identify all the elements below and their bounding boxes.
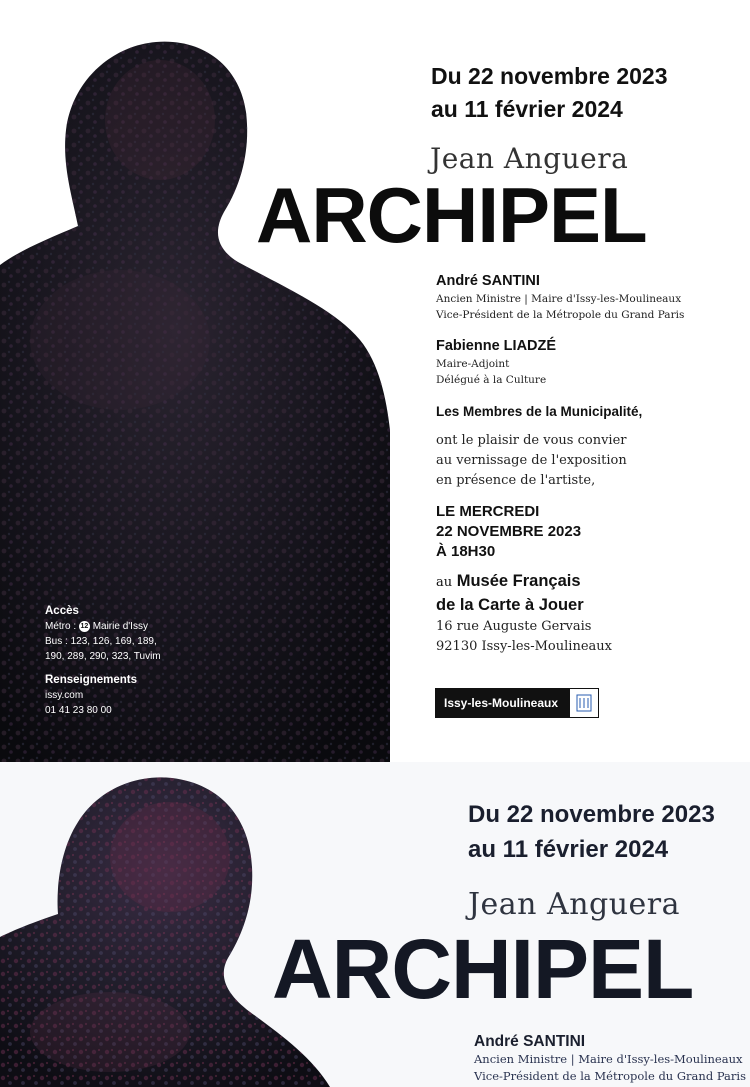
access-info bbox=[45, 603, 161, 664]
invitation-text bbox=[436, 431, 627, 491]
host-role: Vice-Président de la Métropole du Grand Paris bbox=[474, 1069, 746, 1083]
municipality-members: Les Membres de la Municipalité, bbox=[436, 404, 643, 419]
date-start: Du 22 novembre 2023 bbox=[468, 801, 715, 828]
host-role: Ancien Ministre | Maire d'Issy-les-Moulineaux bbox=[436, 293, 682, 305]
event-day: LE MERCREDI bbox=[436, 503, 540, 520]
bus-lines: 190, 289, 290, 323, Tuvim bbox=[45, 651, 161, 662]
venue-name: Musée Français bbox=[456, 572, 581, 590]
invitation-line: en présence de l'artiste, bbox=[436, 473, 596, 488]
venue-name: de la Carte à Jouer bbox=[436, 596, 584, 614]
host-role: Ancien Ministre | Maire d'Issy-les-Moulineaux bbox=[474, 1052, 743, 1066]
metro-prefix: Métro : bbox=[45, 621, 77, 632]
host-liadze bbox=[436, 337, 556, 388]
host-role: Délégué à la Culture bbox=[436, 374, 547, 386]
exhibition-title: ARCHIPEL bbox=[272, 922, 694, 1016]
date-start: Du 22 novembre 2023 bbox=[431, 63, 668, 89]
invitation-scan bbox=[0, 762, 750, 1087]
host-role: Maire-Adjoint bbox=[436, 358, 510, 370]
artist-name: Jean Anguera bbox=[430, 142, 629, 175]
exhibition-dates bbox=[431, 60, 668, 127]
access-heading: Accès bbox=[45, 605, 79, 617]
exhibition-title: ARCHIPEL bbox=[256, 171, 647, 259]
host-santini bbox=[436, 272, 684, 323]
phone-number: 01 41 23 80 00 bbox=[45, 705, 112, 716]
host-santini bbox=[474, 1032, 746, 1085]
contact-heading: Renseignements bbox=[45, 674, 138, 686]
metro-station: Mairie d'Issy bbox=[92, 621, 148, 632]
website[interactable]: issy.com bbox=[45, 690, 84, 701]
date-end: au 11 février 2024 bbox=[431, 96, 623, 123]
host-name: Fabienne LIADZÉ bbox=[436, 338, 557, 354]
event-date: 22 NOVEMBRE 2023 bbox=[436, 523, 582, 540]
venue-address: 16 rue Auguste Gervais bbox=[436, 619, 592, 634]
host-name: André SANTINI bbox=[474, 1033, 586, 1050]
venue bbox=[436, 570, 612, 657]
host-name: André SANTINI bbox=[436, 273, 540, 289]
date-end: au 11 février 2024 bbox=[468, 835, 669, 863]
invitation-line: ont le plaisir de vous convier bbox=[436, 433, 627, 448]
bus-lines: Bus : 123, 126, 169, 189, bbox=[45, 636, 157, 647]
metro-line-icon: 12 bbox=[80, 623, 89, 630]
venue-address: 92130 Issy-les-Moulineaux bbox=[436, 639, 612, 654]
exhibition-dates bbox=[468, 798, 715, 868]
event-time: À 18H30 bbox=[436, 543, 496, 560]
invitation-line: au vernissage de l'exposition bbox=[436, 453, 627, 468]
event-datetime bbox=[436, 502, 581, 562]
venue-prefix: au bbox=[436, 575, 453, 590]
city-emblem-icon bbox=[570, 689, 598, 717]
artist-name: Jean Anguera bbox=[468, 887, 681, 922]
host-role: Vice-Président de la Métropole du Grand Paris bbox=[436, 309, 685, 321]
city-logo bbox=[435, 688, 599, 718]
contact-info bbox=[45, 672, 137, 718]
logo-text: Issy-les-Moulineaux bbox=[444, 696, 559, 710]
metro-line bbox=[45, 619, 161, 634]
